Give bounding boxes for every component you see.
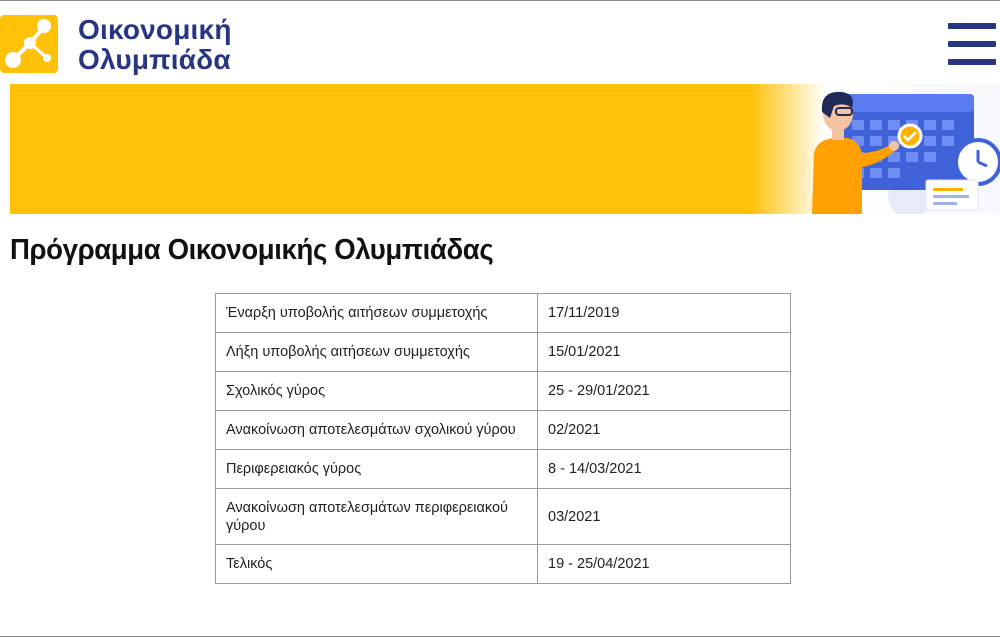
schedule-table: [215, 293, 791, 584]
menu-bar-top: [948, 23, 996, 29]
event-cell: Σχολικός γύρος: [216, 372, 538, 411]
table-row: [216, 294, 791, 333]
page-title: Πρόγραμμα Οικονομικής Ολυμπιάδας: [10, 234, 494, 266]
table-row: [216, 411, 791, 450]
date-cell: 03/2021: [538, 489, 791, 545]
logo-text: [78, 15, 232, 75]
menu-bar-bottom: [948, 59, 996, 65]
hamburger-menu-icon[interactable]: [946, 21, 996, 67]
table-row: [216, 450, 791, 489]
date-cell: 02/2021: [538, 411, 791, 450]
event-cell: Ανακοίνωση αποτελεσμάτων περιφερειακού γύρου: [216, 489, 538, 545]
table-row: [216, 372, 791, 411]
table-row: [216, 489, 791, 545]
date-cell: 15/01/2021: [538, 333, 791, 372]
logo-line-2: Ολυμπιάδα: [78, 44, 231, 75]
event-cell: Λήξη υποβολής αιτήσεων συμμετοχής: [216, 333, 538, 372]
hero-banner: [10, 84, 1000, 214]
event-cell: Ανακοίνωση αποτελεσμάτων σχολικού γύρου: [216, 411, 538, 450]
molecule-logo-icon: [0, 13, 60, 75]
menu-bar-middle: [948, 41, 996, 47]
site-logo[interactable]: [0, 13, 250, 79]
logo-line-1: Οικονομική: [78, 14, 232, 45]
date-cell: 8 - 14/03/2021: [538, 450, 791, 489]
date-cell: 25 - 29/01/2021: [538, 372, 791, 411]
site-header: [0, 1, 1000, 83]
event-cell: Τελικός: [216, 545, 538, 584]
event-cell: Έναρξη υποβολής αιτήσεων συμμετοχής: [216, 294, 538, 333]
calendar-person-illustration: [790, 84, 1000, 214]
date-cell: 17/11/2019: [538, 294, 791, 333]
table-row: [216, 333, 791, 372]
event-cell: Περιφερειακός γύρος: [216, 450, 538, 489]
table-row: [216, 545, 791, 584]
date-cell: 19 - 25/04/2021: [538, 545, 791, 584]
